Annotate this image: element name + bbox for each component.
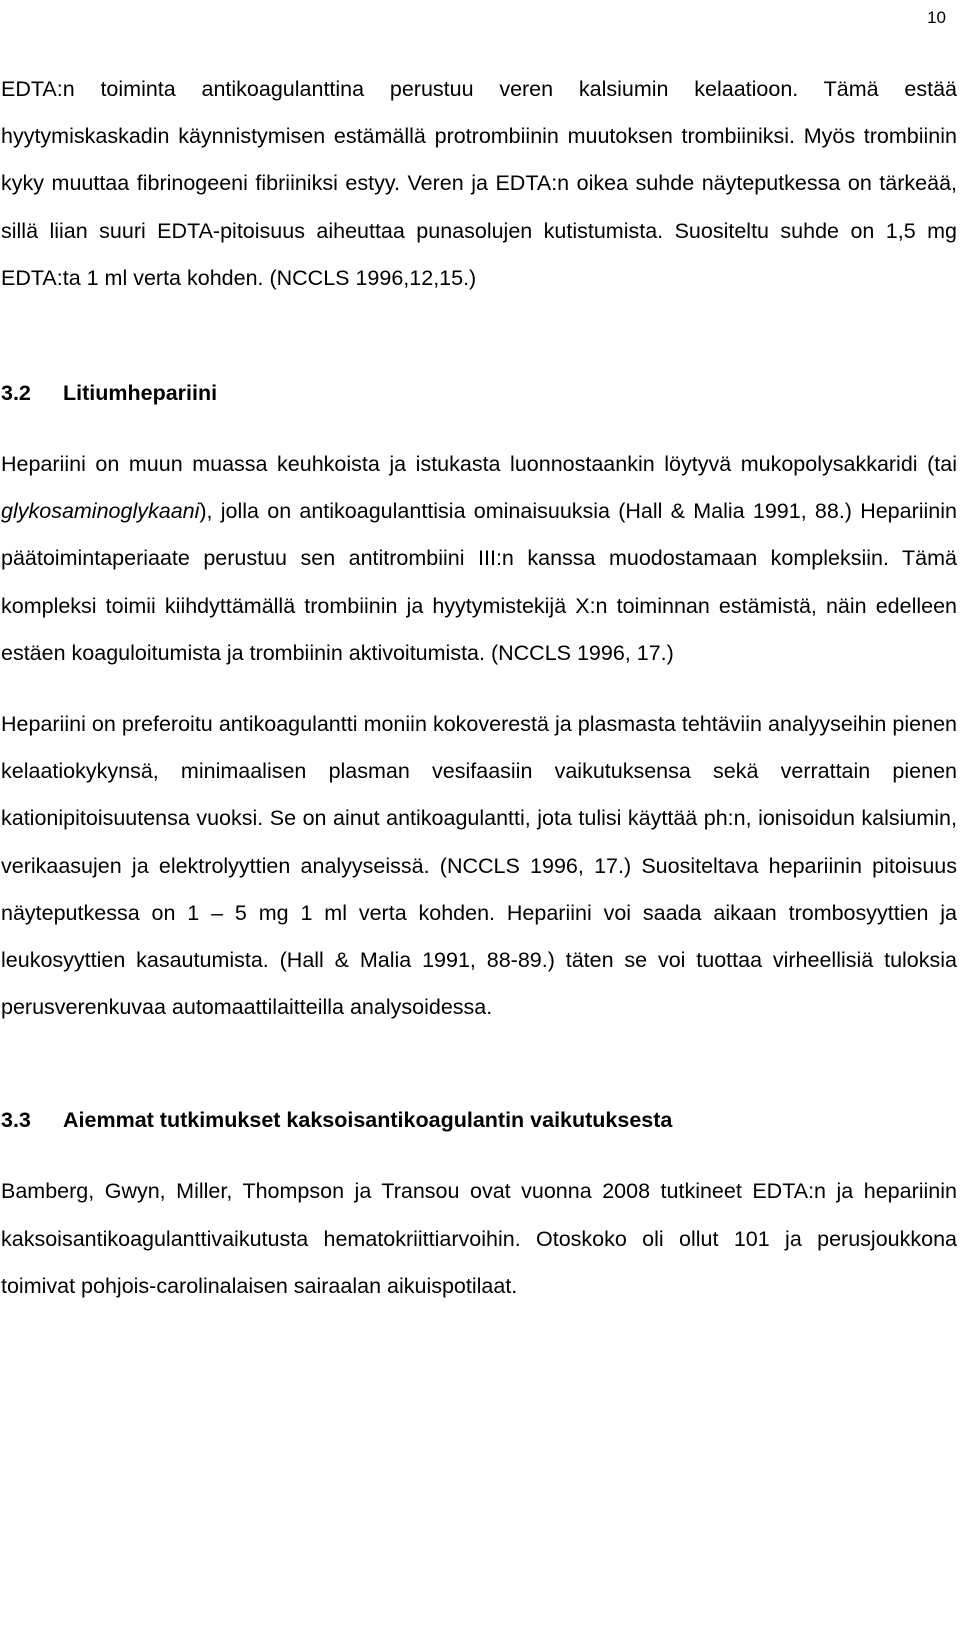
paragraph-text-after-italic: ), jolla on antikoagulanttisia ominaisuuksia (Hall & Malia 1991, 88.) Hepariinin päätoimintaperiaate perustuu sen antitrombiini III:n kanssa muodostamaan kompleksiin. Tämä kompleksi toimii kiihdyttämällä trombiinin ja hyytymistekijä X:n toiminnan estämistä, näin edelleen estäen koaguloitumista ja trombiinin aktivoitumista. (NCCLS 1996, 17.) [1,499,957,665]
section-heading-3-2 [1,370,957,417]
paragraph-heparin-usage: Hepariini on preferoitu antikoagulantti moniin kokoverestä ja plasmasta tehtäviin analyyseihin pienen kelaatiokykynsä, minimaalisen plasman vesifaasiin vaikutuksensa sekä verrattain pienen kationipitoisuutensa vuoksi. Se on ainut antikoagulantti, jota tulisi käyttää ph:n, ionisoidun kalsiumin, verikaasujen ja elektrolyyttien analyyseissä. (NCCLS 1996, 17.) Suositeltava hepariinin pitoisuus näyteputkessa on 1 – 5 mg 1 ml verta kohden. Hepariini voi saada aikaan trombosyyttien ja leukosyyttien kasautumista. (Hall & Malia 1991, 88-89.) täten se voi tuottaa virheellisiä tuloksia perusverenkuvaa automaattilaitteilla analysoidessa. [1,712,957,1020]
section-number: 3.2 [1,381,31,406]
section-spacer [1,302,957,370]
heading-spacer [1,417,957,441]
document-body [1,66,957,1310]
paragraph-previous-studies: Bamberg, Gwyn, Miller, Thompson ja Transou ovat vuonna 2008 tutkineet EDTA:n ja hepariinin kaksoisantikoagulanttivaikutusta hematokriittiarvoihin. Otoskoko oli ollut 101 ja perusjoukkona toimivat pohjois-carolinalaisen sairaalan aikuispotilaat. [1,1179,957,1298]
section-spacer [1,1031,957,1097]
paragraph-spacer [1,677,957,701]
paragraph-edta-function: EDTA:n toiminta antikoagulanttina perustuu veren kalsiumin kelaatioon. Tämä estää hyytymiskaskadin käynnistymisen estämällä protrombiinin muutoksen trombiiniksi. Myös trombiinin kyky muuttaa fibrinogeeni fibriiniksi estyy. Veren ja EDTA:n oikea suhde näyteputkessa on tärkeää, sillä liian suuri EDTA-pitoisuus aiheuttaa punasolujen kutistumista. Suositeltu suhde on 1,5 mg EDTA:ta 1 ml verta kohden. (NCCLS 1996,12,15.) [1,77,957,290]
section-number: 3.3 [1,1108,31,1133]
paragraph-heparin-definition [1,441,957,677]
heading-spacer [1,1144,957,1168]
section-title: Aiemmat tutkimukset kaksoisantikoagulantin vaikutuksesta [63,1108,673,1133]
page-number: 10 [927,8,946,27]
paragraph-text-before-italic: Hepariini on muun muassa keuhkoista ja istukasta luonnostaankin löytyvä mukopolysakkaridi (tai [1,452,957,477]
section-heading-3-3 [1,1097,957,1144]
section-title: Litiumhepariini [63,381,218,406]
italic-term: glykosaminoglykaani [1,499,200,524]
